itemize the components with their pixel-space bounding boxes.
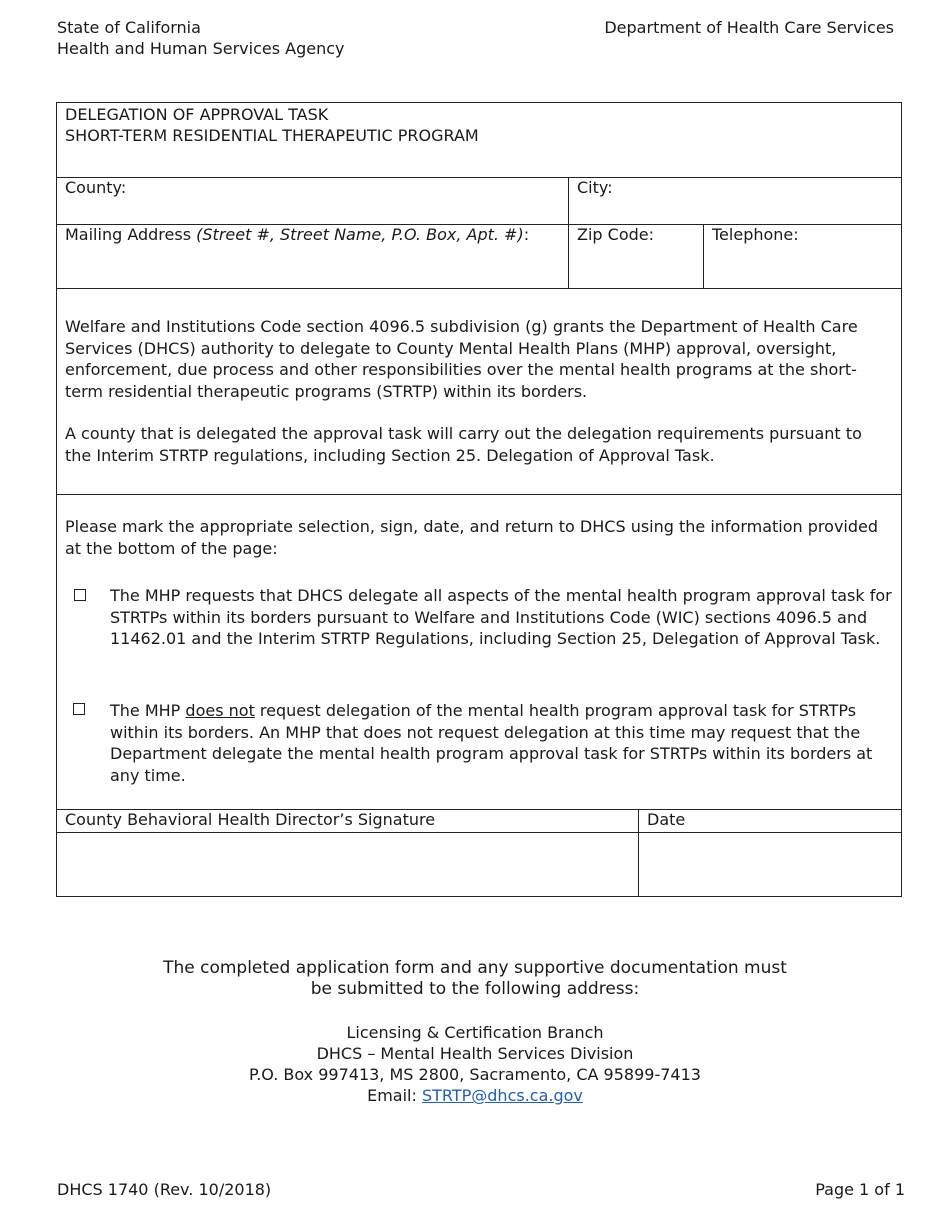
form-title-line1: DELEGATION OF APPROVAL TASK — [65, 105, 329, 124]
signature-field[interactable] — [58, 834, 637, 895]
option-no-delegate-emphasis: does not — [185, 701, 255, 720]
mailing-address-label — [65, 224, 529, 245]
submission-line1: The completed application form and any supportive documentation must — [163, 958, 787, 978]
mailing-address-field[interactable] — [58, 246, 567, 287]
submission-line2: be submitted to the following address: — [310, 979, 640, 999]
email-line — [0, 1085, 950, 1106]
delegation-form — [56, 102, 902, 897]
email-link[interactable]: STRTP@dhcs.ca.gov — [421, 1086, 583, 1105]
mailing-address-block — [0, 1022, 950, 1106]
department-name: Department of Health Care Services — [604, 18, 894, 37]
address-po-box: P.O. Box 997413, MS 2800, Sacramento, CA 95899-7413 — [249, 1065, 701, 1084]
mailing-address-text: Mailing Address — [65, 225, 192, 244]
telephone-field[interactable] — [704, 246, 900, 287]
zip-code-field[interactable] — [569, 246, 702, 287]
divider — [638, 809, 639, 896]
signature-label: County Behavioral Health Director’s Signature — [65, 810, 436, 829]
instructions: Please mark the appropriate selection, sign, date, and return to DHCS using the information provided at the bottom of the page: — [65, 517, 879, 558]
divider — [57, 494, 901, 495]
option-no-delegate-text — [110, 700, 894, 786]
intro-paragraph-2: A county that is delegated the approval task will carry out the delegation requirements pursuant to the Interim STRTP regulations, including Section 25. Delegation of Approval Task. — [65, 424, 862, 465]
agency-name: Health and Human Services Agency — [57, 39, 345, 58]
address-branch: Licensing & Certification Branch — [346, 1023, 604, 1042]
divider — [57, 288, 901, 289]
email-label: Email: — [367, 1086, 422, 1105]
intro-paragraph-1: Welfare and Institutions Code section 4096.5 subdivision (g) grants the Department of Health Care Services (DHCS) authority to delegate to County Mental Health Plans (MHP) approval, oversight, enforcement, due process and other responsibilities over the mental health programs at the short-term residential therapeutic programs (STRTP) within its borders. — [65, 317, 858, 401]
option-no-delegate-post: request delegation of the mental health program approval task for STRTPs within its borders. An MHP that does not request delegation at this time may request that the Department delegate the mental health program approval task for STRTPs within its borders at any time. — [110, 701, 873, 785]
date-field[interactable] — [640, 834, 900, 895]
form-number: DHCS 1740 (Rev. 10/2018) — [57, 1180, 272, 1199]
date-label: Date — [647, 810, 686, 829]
option-no-delegate-pre: The MHP — [110, 701, 186, 720]
option-delegate-text: The MHP requests that DHCS delegate all aspects of the mental health program approval task for STRTPs within its borders pursuant to Welfare and Institutions Code (WIC) sections 4096.5 and 11462.01 and the Interim STRTP Regulations, including Section 25, Delegation of Approval Task. — [110, 586, 892, 648]
submission-instructions — [0, 958, 950, 1000]
divider — [57, 177, 901, 178]
page-number: Page 1 of 1 — [815, 1180, 905, 1199]
city-label: City: — [577, 178, 613, 197]
form-title — [65, 104, 479, 146]
mailing-address-hint: (Street #, Street Name, P.O. Box, Apt. #) — [196, 225, 524, 244]
state-name: State of California — [57, 18, 201, 37]
agency-header — [57, 17, 345, 59]
zip-code-label: Zip Code: — [577, 225, 654, 244]
county-field[interactable] — [58, 199, 567, 223]
address-division: DHCS – Mental Health Services Division — [316, 1044, 634, 1063]
county-label: County: — [65, 178, 127, 197]
city-field[interactable] — [569, 199, 900, 223]
telephone-label: Telephone: — [712, 225, 799, 244]
option-delegate-checkbox[interactable] — [74, 589, 86, 601]
option-no-delegate-checkbox[interactable] — [73, 703, 85, 715]
form-title-line2: SHORT-TERM RESIDENTIAL THERAPEUTIC PROGRAM — [65, 126, 479, 145]
divider — [57, 832, 901, 833]
mailing-address-colon: : — [523, 225, 530, 244]
